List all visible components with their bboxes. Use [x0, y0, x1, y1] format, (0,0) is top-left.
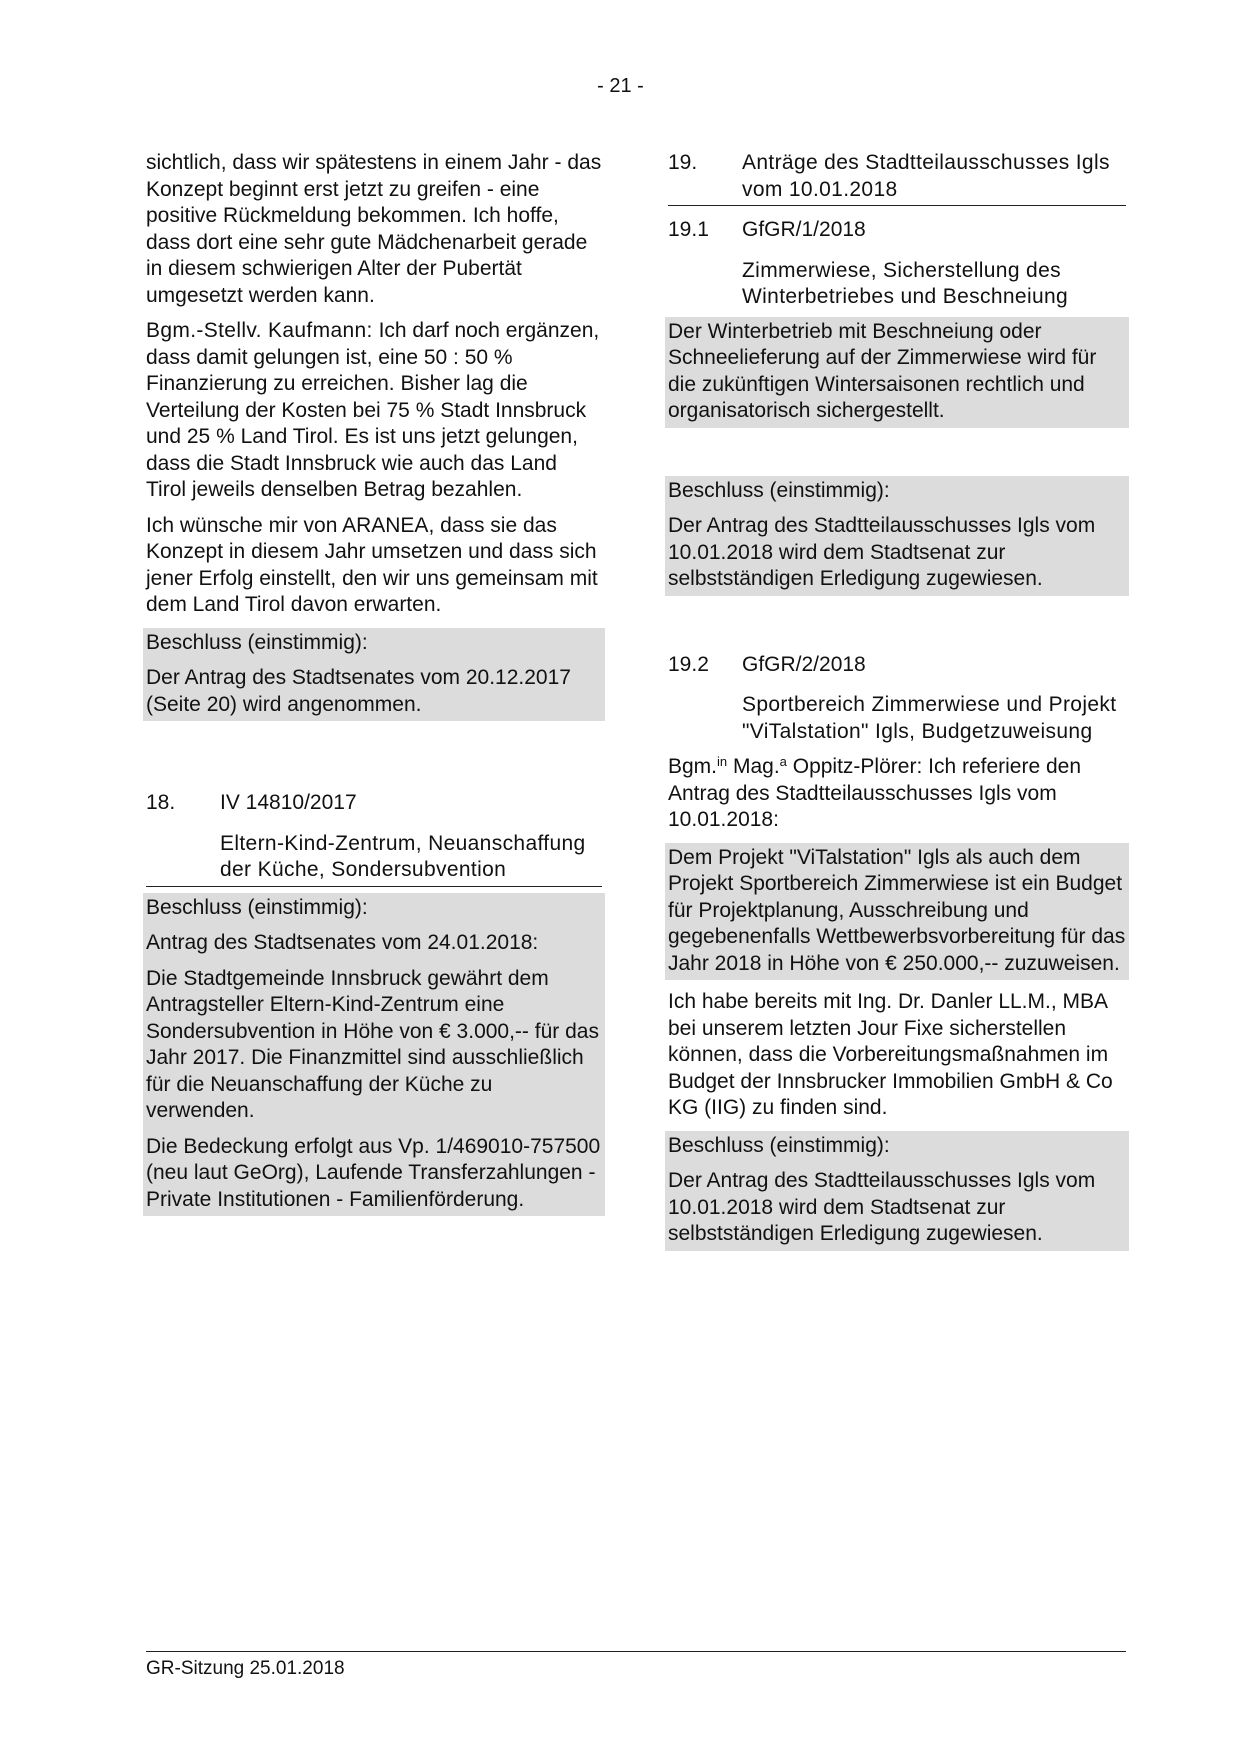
- resolution-text: Der Antrag des Stadtteilausschusses Igls vom 10.01.2018 wird dem Stadtsenat zur selbstständigen Erledigung zugewiesen.: [668, 514, 1096, 590]
- footer-divider: [146, 1651, 1126, 1652]
- motion-text: Dem Projekt "ViTalstation" Igls als auch dem Projekt Sportbereich Zimmerwiese ist ein Budget für Projektplanung, Ausschreibung und gegebenenfalls Wettbewerbsvorbereitung für das Jahr 2018 in Höhe von € 250.000,-- zuzuweisen.: [668, 845, 1126, 975]
- paragraph-aranea: Ich wünsche mir von ARANEA, dass sie das Konzept in diesem Jahr umsetzen und dass sich jener Erfolg einstellt, den wir uns gemeinsam mit dem Land Tirol davon erwarten.: [146, 513, 598, 616]
- agenda-item-number: 18.: [146, 791, 176, 814]
- footer-session-date: GR-Sitzung 25.01.2018: [146, 1658, 345, 1679]
- agenda-item-number: 19.: [668, 151, 698, 174]
- right-column: [668, 150, 1126, 1251]
- paragraph-danler: Ich habe bereits mit Ing. Dr. Danler LL.M., MBA bei unserem letzten Jour Fixe sicherstellen können, dass die Vorbereitungsmaßnahmen im Budget der Innsbrucker Immobilien GmbH & Co KG (IIG) zu finden sind.: [668, 990, 1113, 1119]
- agenda-item-18-heading: [146, 790, 602, 817]
- paragraph-oppitz-ploerer: [668, 754, 1126, 834]
- motion-block: [665, 843, 1129, 981]
- agenda-item-number: 19.1: [668, 218, 709, 241]
- agenda-item-title: Anträge des Stadtteilausschusses Igls vom 10.01.2018: [742, 151, 1110, 201]
- resolution-antrag: Antrag des Stadtsenates vom 24.01.2018:: [146, 931, 539, 954]
- motion-text: Der Winterbetrieb mit Beschneiung oder Schneelieferung auf der Zimmerwiese wird für die zukünftigen Wintersaisonen rechtlich und organisatorisch sichergestellt.: [668, 319, 1097, 422]
- resolution-label: Beschluss (einstimmig):: [146, 630, 368, 654]
- agenda-item-title: Eltern-Kind-Zentrum, Neuanschaffung der Küche, Sondersubvention: [220, 831, 586, 881]
- speaker-name: Bgm.$^{in}$ Mag.$^a$ Oppitz-Plörer:: [668, 754, 923, 778]
- agenda-item-reference: GfGR/2/2018: [742, 652, 866, 676]
- agenda-item-reference: IV 14810/2017: [220, 791, 357, 814]
- resolution-block: [665, 476, 1129, 596]
- speech-text: Ich darf noch ergänzen, dass damit gelungen ist, eine 50 : 50 % Finanzierung zu erreichen. Bisher lag die Verteilung der Kosten bei 75 % Stadt Innsbruck und 25 % Land Tirol. Es ist uns jetzt gelungen, dass die Stadt Innsbruck wie auch das Land Tirol jeweils denselben Betrag bezahlen.: [146, 319, 600, 501]
- speaker-name: Bgm.-Stellv. Kaufmann:: [146, 319, 373, 342]
- agenda-item-title: Zimmerwiese, Sicherstellung des Winterbetriebes und Beschneiung: [742, 258, 1069, 308]
- resolution-block: [143, 628, 605, 722]
- speech-text: Ich referiere den Antrag des Stadtteilausschusses Igls vom 10.01.2018:: [668, 755, 1082, 831]
- agenda-item-title: Sportbereich Zimmerwiese und Projekt "ViTalstation" Igls, Budgetzuweisung: [742, 693, 1117, 743]
- paragraph-kaufmann: [146, 318, 602, 504]
- resolution-label: Beschluss (einstimmig):: [668, 478, 890, 502]
- agenda-item-19-heading: [668, 150, 1126, 206]
- resolution-coverage: Die Bedeckung erfolgt aus Vp. 1/469010-757500 (neu laut GeOrg), Laufende Transferzahlungen - Private Institutionen - Familienförderung.: [146, 1134, 601, 1211]
- agenda-item-number: 19.2: [668, 652, 709, 676]
- page-number: - 21 -: [597, 75, 644, 97]
- agenda-item-19-1-heading: [668, 217, 1126, 244]
- resolution-block: [143, 893, 605, 1217]
- resolution-text: Der Antrag des Stadtsenates vom 20.12.2017 (Seite 20) wird angenommen.: [146, 666, 571, 716]
- agenda-item-18-title-block: [146, 831, 602, 887]
- left-column: [146, 150, 602, 1216]
- resolution-text: Die Stadtgemeinde Innsbruck gewährt dem Antragsteller Eltern-Kind-Zentrum eine Sondersubvention in Höhe von € 3.000,-- für das Jahr 2017. Die Finanzmittel sind ausschließlich für die Neuanschaffung der Küche zu verwenden.: [146, 966, 599, 1122]
- motion-block: [665, 317, 1129, 428]
- agenda-item-19-2-heading: [668, 652, 1126, 679]
- resolution-label: Beschluss (einstimmig):: [668, 1133, 890, 1157]
- resolution-text: Der Antrag des Stadtteilausschusses Igls vom 10.01.2018 wird dem Stadtsenat zur selbstständigen Erledigung zugewiesen.: [668, 1169, 1096, 1245]
- agenda-item-reference: GfGR/1/2018: [742, 218, 866, 241]
- paragraph-continuation: sichtlich, dass wir spätestens in einem Jahr - das Konzept beginnt erst jetzt zu greifen - eine positive Rückmeldung bekommen. Ich hoffe, dass dort eine sehr gute Mädchenarbeit gerade in diesem schwierigen Alter der Pubertät umgesetzt werden kann.: [146, 151, 602, 307]
- resolution-block: [665, 1131, 1129, 1251]
- agenda-item-19-2-title-block: [668, 692, 1126, 745]
- agenda-item-19-1-title-block: [668, 258, 1126, 311]
- resolution-label: Beschluss (einstimmig):: [146, 895, 368, 919]
